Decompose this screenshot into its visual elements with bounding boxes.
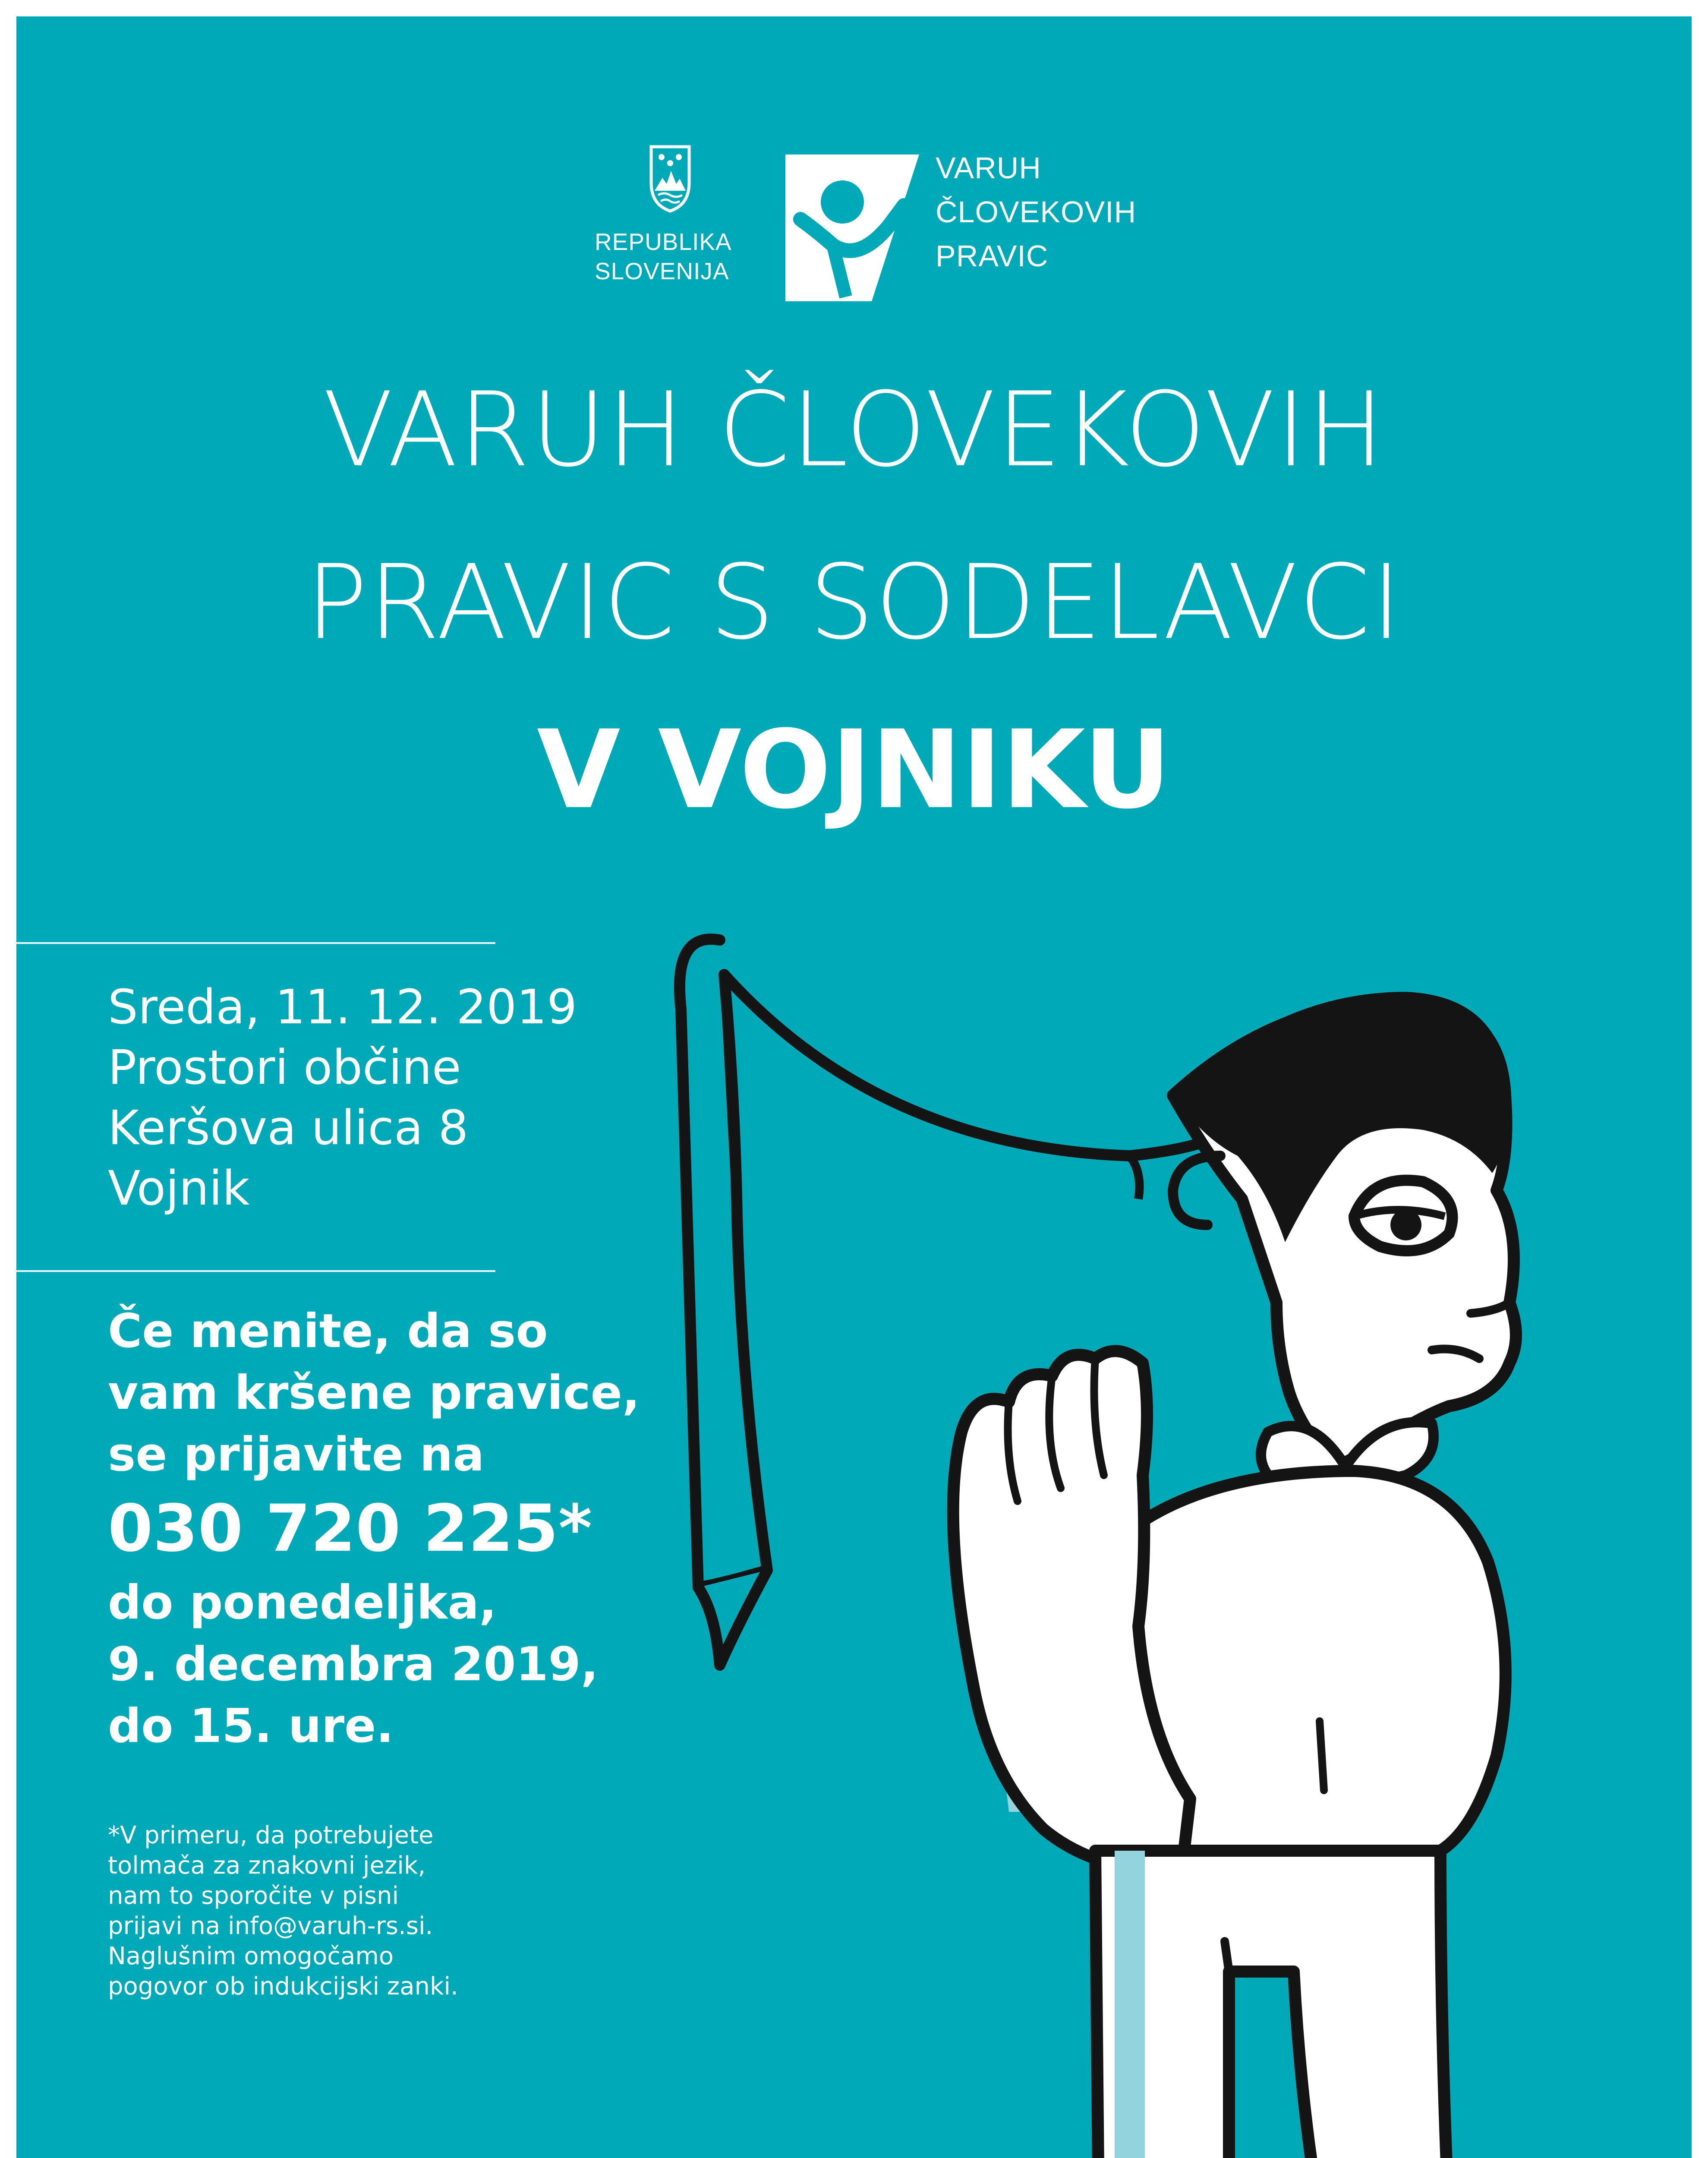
- cta-line-5: 9. decembra 2019,: [108, 1637, 599, 1691]
- note-line-6: pogovor ob indukcijski zanki.: [108, 1972, 458, 2000]
- republic-line-1: REPUBLIKA: [595, 228, 732, 255]
- ombudsman-line-1: VARUH: [936, 151, 1041, 185]
- note-line-3: nam to sporočite v pisni: [108, 1882, 399, 1910]
- ombudsman-line-2: ČLOVEKOVIH: [936, 195, 1137, 229]
- ombudsman-line-3: PRAVIC: [936, 239, 1049, 273]
- poster: [16, 16, 1692, 2158]
- note-line-5: Naglušnim omogočamo: [108, 1942, 394, 1970]
- call-to-action: [108, 1300, 640, 1757]
- republic-logo-text: [595, 227, 732, 286]
- title-line-3: V VOJNIKU: [537, 707, 1171, 833]
- cta-line-4: do ponedeljka,: [108, 1576, 497, 1630]
- phone-number: 030 720 225*: [108, 1491, 592, 1566]
- note-line-1: *V primeru, da potrebujete: [108, 1821, 434, 1849]
- note-line-4: prijavi na info@varuh-rs.si.: [108, 1912, 433, 1940]
- man-with-speech-banner-illustration: [664, 914, 1591, 2158]
- republic-line-2: SLOVENIJA: [595, 258, 729, 284]
- footnote: [108, 1820, 458, 2002]
- cta-line-3: se prijavite na: [108, 1428, 485, 1482]
- event-venue: Prostori občine: [108, 1040, 461, 1095]
- top-divider: [16, 942, 495, 944]
- cta-line-1: Če menite, da so: [108, 1304, 548, 1358]
- ombudsman-logo-text: [936, 146, 1136, 278]
- cta-line-2: vam kršene pravice,: [108, 1366, 640, 1420]
- ombudsman-logo-icon: [785, 155, 919, 301]
- title-line-2: PRAVIC S SODELAVCI: [306, 543, 1402, 663]
- slovenia-coat-of-arms-icon: [649, 144, 692, 213]
- title-line-1: VARUH ČLOVEKOVIH: [323, 370, 1385, 490]
- event-town: Vojnik: [108, 1161, 250, 1216]
- bottom-divider: [16, 1270, 495, 1272]
- cta-line-6: do 15. ure.: [108, 1699, 394, 1753]
- note-line-2: tolmača za znakovni jezik,: [108, 1852, 426, 1880]
- event-date: Sreda, 11. 12. 2019: [108, 979, 577, 1035]
- event-street: Keršova ulica 8: [108, 1100, 469, 1155]
- event-info: [108, 977, 577, 1218]
